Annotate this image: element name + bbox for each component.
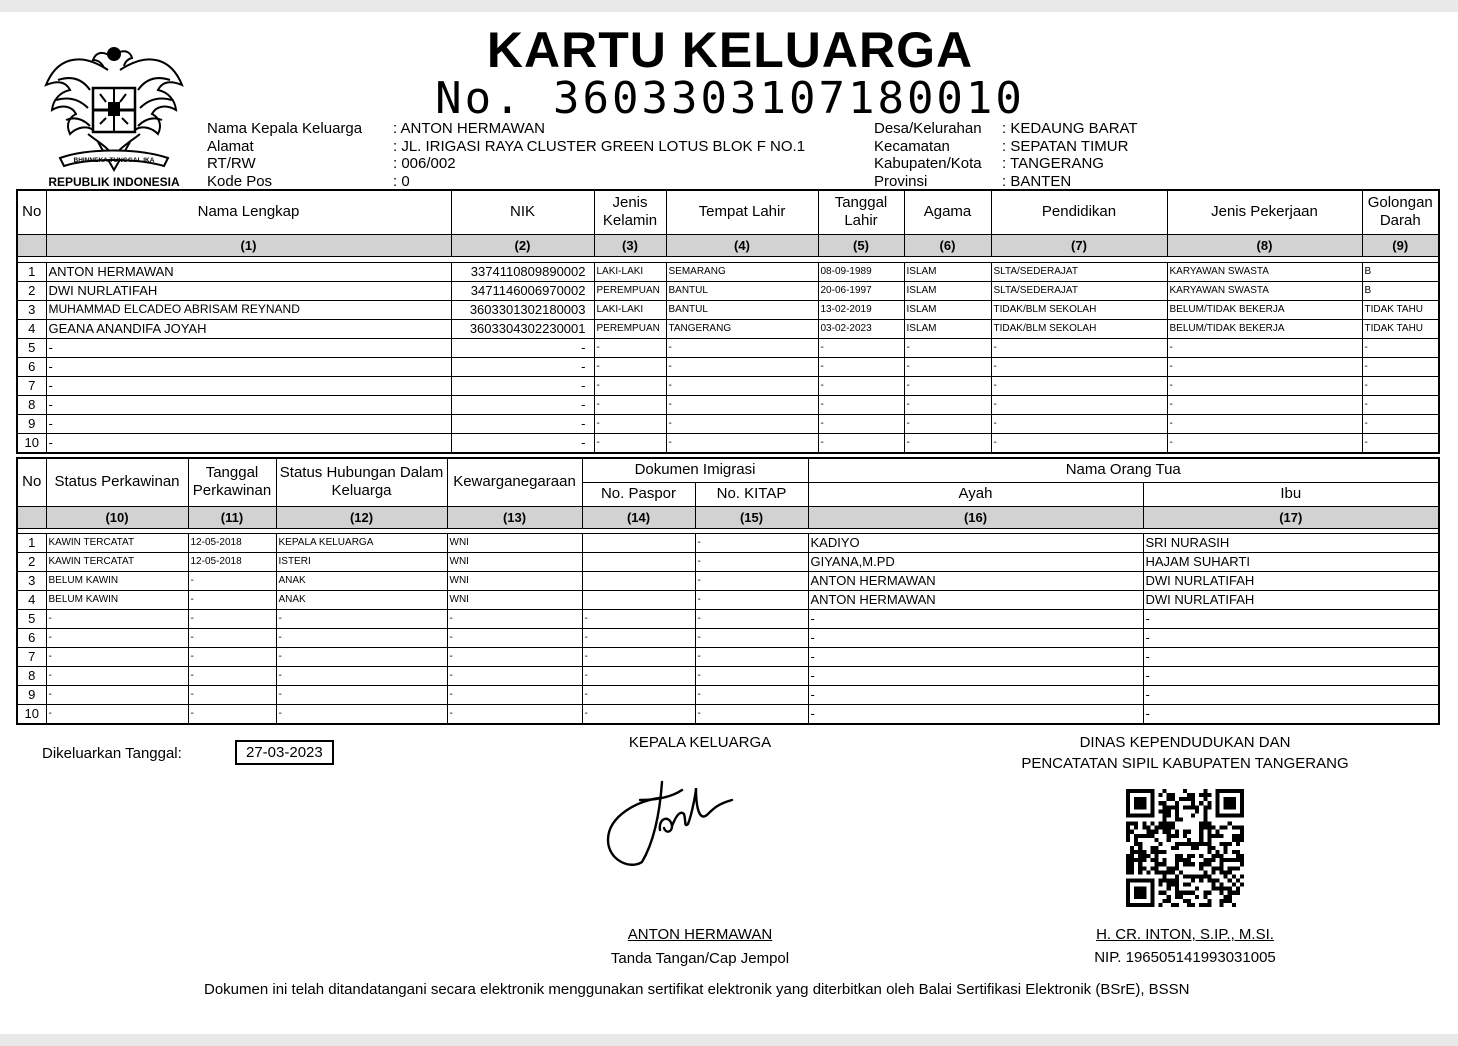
table1-cell: - [666,376,818,395]
col-tempat-lahir: Tempat Lahir [666,190,818,234]
table2-cell: 5 [17,609,46,628]
table1-cell: 3603304302230001 [451,319,594,338]
table1-cell: - [46,357,451,376]
header-left-values [393,120,805,190]
table1-cell: - [818,357,904,376]
electronic-signature-note: Dokumen ini telah ditandatangani secara elektronik menggunakan sertifikat elektronik yang diterbitkan oleh Balai Sertifikasi Elektronik (BSrE), BSSN [204,981,1190,998]
table2-cell: KAWIN TERCATAT [46,533,188,552]
table2-cell: WNI [447,552,582,571]
table2-cell: - [695,685,808,704]
num-cell: (3) [594,234,666,256]
table2-cell: - [582,609,695,628]
table1-cell: PEREMPUAN [594,319,666,338]
table2-cell: - [808,647,1143,666]
table2-cell: - [695,533,808,552]
table1-cell: - [46,376,451,395]
table1-cell: - [904,338,991,357]
label-rtrw: RT/RW [207,155,256,172]
col-nama-orang-tua: Nama Orang Tua [808,458,1439,482]
table1-cell: - [594,395,666,414]
table2-cell: - [808,666,1143,685]
table1-cell: - [1362,376,1439,395]
table2-cell: - [46,704,188,724]
label-nama-kepala: Nama Kepala Keluarga [207,120,363,137]
num-cell: (10) [46,506,188,528]
table1-cell: 03-02-2023 [818,319,904,338]
table1-cell: - [991,414,1167,433]
value-alamat: : JL. IRIGASI RAYA CLUSTER GREEN LOTUS BLOK F NO.1 [393,137,806,155]
table1-row [17,281,1439,300]
table2-cell: - [695,628,808,647]
table2-cell: - [188,685,276,704]
num-cell: (15) [695,506,808,528]
table2-cell: - [695,571,808,590]
table1-cell: 6 [17,357,46,376]
table1-cell: LAKI-LAKI [594,300,666,319]
table2-cell: - [188,666,276,685]
table1-cell: - [46,395,451,414]
value-provinsi: : BANTEN [1002,172,1072,190]
kartu-keluarga-document [0,12,1458,1034]
table1-cell: - [1167,414,1362,433]
table2-cell [582,533,695,552]
table2-cell: - [808,704,1143,724]
table2-cell: - [188,704,276,724]
num-cell: (14) [582,506,695,528]
table1-cell: - [666,414,818,433]
table1-cell: - [1167,376,1362,395]
table2-cell: - [1143,685,1439,704]
table1-cell: BELUM/TIDAK BEKERJA [1167,319,1362,338]
table2-cell [582,571,695,590]
table2-cell: - [46,609,188,628]
table2-cell: - [582,704,695,724]
document-title: KARTU KELUARGA [486,22,974,78]
table1-cell: - [904,433,991,453]
table1-cell: ISLAM [904,281,991,300]
table2-cell: - [1143,609,1439,628]
table1-cell: - [594,338,666,357]
table2-row [17,666,1439,685]
col-dokumen-imigrasi: Dokumen Imigrasi [582,458,808,482]
table1-cell: - [1167,395,1362,414]
table2-cell: DWI NURLATIFAH [1143,590,1439,609]
table1-cell: DWI NURLATIFAH [46,281,451,300]
num-cell: (11) [188,506,276,528]
col-status-hubungan: Status Hubungan Dalam Keluarga [276,458,447,506]
table1-cell: TIDAK TAHU [1362,300,1439,319]
col-ayah: Ayah [808,482,1143,506]
table2-cell: HAJAM SUHARTI [1143,552,1439,571]
table2-cell: 10 [17,704,46,724]
col-kewarganegaraan: Kewarganegaraan [447,458,582,506]
table2-row [17,704,1439,724]
table2-cell: ANAK [276,590,447,609]
table1-cell: 5 [17,338,46,357]
table2-cell: 4 [17,590,46,609]
table1-cell: ANTON HERMAWAN [46,262,451,281]
table1-cell: KARYAWAN SWASTA [1167,262,1362,281]
table2-cell: - [188,571,276,590]
col-tanggal-lahir: Tanggal Lahir [818,190,904,234]
table1-cell: SLTA/SEDERAJAT [991,281,1167,300]
label-kabupaten: Kabupaten/Kota [874,155,982,172]
table2-cell: 12-05-2018 [188,533,276,552]
table2-cell: - [46,647,188,666]
label-desa: Desa/Kelurahan [874,120,982,137]
col-no: No [17,458,46,506]
head-of-family-title: KEPALA KELUARGA [628,734,772,751]
table1-cell: - [451,357,594,376]
table2-cell: - [188,609,276,628]
header-left-labels [207,120,362,190]
table2-cell: - [582,666,695,685]
num-cell: (8) [1167,234,1362,256]
num-cell: (4) [666,234,818,256]
table1-cell: - [451,414,594,433]
table2-number-row [17,506,1439,528]
table1-cell: LAKI-LAKI [594,262,666,281]
table2-cell: - [447,609,582,628]
table2-cell: - [582,647,695,666]
table2-cell: - [276,685,447,704]
table2-cell: - [808,609,1143,628]
table1-cell: 3603301302180003 [451,300,594,319]
table1-cell: - [46,433,451,453]
family-members-table [16,189,1440,454]
table1-cell: MUHAMMAD ELCADEO ABRISAM REYNAND [46,300,451,319]
table1-cell: SEMARANG [666,262,818,281]
republik-indonesia-caption: REPUBLIK INDONESIA [48,175,180,189]
official-nip: NIP. 196505141993031005 [1094,949,1276,966]
issued-label: Dikeluarkan Tanggal: [42,745,182,762]
table1-cell: 9 [17,414,46,433]
table1-header-row [17,190,1439,234]
label-kecamatan: Kecamatan [874,137,950,155]
table1-cell: ISLAM [904,262,991,281]
table1-cell: 20-06-1997 [818,281,904,300]
table1-cell: 4 [17,319,46,338]
table1-cell: 8 [17,395,46,414]
table2-cell: - [46,685,188,704]
table2-header-row-1 [17,458,1439,482]
table1-cell: 3374110809890002 [451,262,594,281]
office-line-2: PENCATATAN SIPIL KABUPATEN TANGERANG [1021,755,1349,772]
num-cell: (17) [1143,506,1439,528]
table2-cell: KADIYO [808,533,1143,552]
table2-row [17,590,1439,609]
num-cell: (5) [818,234,904,256]
table2-cell: ANTON HERMAWAN [808,590,1143,609]
header-right-values [1002,120,1138,190]
table1-cell: - [991,376,1167,395]
table1-cell: TIDAK/BLM SEKOLAH [991,319,1167,338]
table2-cell: ISTERI [276,552,447,571]
col-nik: NIK [451,190,594,234]
table1-cell: BANTUL [666,281,818,300]
table1-cell: - [991,338,1167,357]
table2-cell: - [447,647,582,666]
table2-row [17,628,1439,647]
table2-cell: 9 [17,685,46,704]
table2-cell: - [447,666,582,685]
table2-cell: WNI [447,533,582,552]
table2-cell: 2 [17,552,46,571]
table1-row [17,433,1439,453]
table1-row [17,376,1439,395]
table1-cell: 3 [17,300,46,319]
table1-cell: - [1362,338,1439,357]
table2-cell: - [447,628,582,647]
table1-cell: - [818,395,904,414]
table1-cell: - [594,376,666,395]
table2-cell: - [1143,628,1439,647]
table2-cell: - [695,647,808,666]
head-of-family-name: ANTON HERMAWAN [627,926,773,943]
num-cell: (13) [447,506,582,528]
num-cell: (16) [808,506,1143,528]
table1-cell: - [818,433,904,453]
table2-cell: 3 [17,571,46,590]
table2-cell: GIYANA,M.PD [808,552,1143,571]
table2-cell: - [695,704,808,724]
table1-cell: - [666,395,818,414]
col-nama-lengkap: Nama Lengkap [46,190,451,234]
table1-cell: - [991,395,1167,414]
table2-cell: - [808,628,1143,647]
garuda-pancasila-emblem [38,30,188,180]
emblem-banner-text: BHINNEKA TUNGGAL IKA [73,157,155,164]
table1-row [17,357,1439,376]
table2-cell [582,590,695,609]
table1-cell: 3471146006970002 [451,281,594,300]
table2-cell: - [188,647,276,666]
table1-cell: 10 [17,433,46,453]
table1-cell: - [666,433,818,453]
table2-cell: - [188,628,276,647]
table1-cell: 1 [17,262,46,281]
table2-cell: ANAK [276,571,447,590]
table2-cell: - [276,609,447,628]
table2-cell: - [695,552,808,571]
table2-cell: WNI [447,590,582,609]
table2-cell: BELUM KAWIN [46,590,188,609]
official-name: H. CR. INTON, S.IP., M.SI. [1096,926,1274,943]
table2-cell: - [276,628,447,647]
table1-cell: - [1362,357,1439,376]
table2-cell: 6 [17,628,46,647]
table1-cell: B [1362,281,1439,300]
table1-row [17,262,1439,281]
value-rtrw: : 006/002 [393,155,456,172]
table1-cell: - [904,395,991,414]
table1-row [17,319,1439,338]
table1-number-row [17,234,1439,256]
label-provinsi: Provinsi [874,172,928,190]
table2-cell: ANTON HERMAWAN [808,571,1143,590]
table1-cell: - [904,376,991,395]
table1-row [17,338,1439,357]
table2-cell: 1 [17,533,46,552]
table2-cell: 7 [17,647,46,666]
table2-cell: - [188,590,276,609]
table2-cell: - [1143,704,1439,724]
table1-cell: ISLAM [904,319,991,338]
value-kabupaten: : TANGERANG [1002,155,1104,172]
table2-row [17,609,1439,628]
table2-cell: - [582,685,695,704]
table1-cell: - [451,376,594,395]
table1-cell: GEANA ANANDIFA JOYAH [46,319,451,338]
table2-cell: - [276,647,447,666]
table1-cell: TIDAK/BLM SEKOLAH [991,300,1167,319]
table1-cell: - [1167,338,1362,357]
table1-cell: - [991,433,1167,453]
table1-cell: - [594,357,666,376]
table1-cell: - [451,395,594,414]
label-kode-pos: Kode Pos [207,172,273,190]
table2-cell: - [447,685,582,704]
table1-cell: ISLAM [904,300,991,319]
table1-cell: - [1362,414,1439,433]
table1-cell: - [46,338,451,357]
col-status-perkawinan: Status Perkawinan [46,458,188,506]
table1-cell: BELUM/TIDAK BEKERJA [1167,300,1362,319]
header-right-labels [874,120,982,190]
table2-cell: WNI [447,571,582,590]
table2-cell: - [276,704,447,724]
table2-cell: - [447,704,582,724]
col-no-kitap: No. KITAP [695,482,808,506]
table1-cell: - [904,357,991,376]
qr-code-icon [1126,789,1244,907]
table2-cell: - [46,666,188,685]
table1-cell: 7 [17,376,46,395]
table1-cell: - [991,357,1167,376]
table2-cell [582,552,695,571]
value-kode-pos: : 0 [393,172,410,190]
signature-image [600,770,750,870]
issued-date: 27-03-2023 [235,740,334,765]
table2-row [17,647,1439,666]
table1-cell: 08-09-1989 [818,262,904,281]
col-ibu: Ibu [1143,482,1439,506]
table1-cell: - [818,338,904,357]
table1-cell: - [666,357,818,376]
table2-row [17,533,1439,552]
signature-caption: Tanda Tangan/Cap Jempol [610,950,790,967]
table1-cell: - [1362,395,1439,414]
num-cell: (2) [451,234,594,256]
table1-cell: - [594,414,666,433]
table2-cell: DWI NURLATIFAH [1143,571,1439,590]
num-cell: (9) [1362,234,1439,256]
table2-cell: KAWIN TERCATAT [46,552,188,571]
num-cell [17,506,46,528]
table2-cell: - [276,666,447,685]
table1-cell: B [1362,262,1439,281]
value-nama-kepala: : ANTON HERMAWAN [393,120,545,137]
table2-row [17,552,1439,571]
table1-cell: SLTA/SEDERAJAT [991,262,1167,281]
table2-row [17,571,1439,590]
kk-number: No. 3603303107180010 [435,73,1025,124]
table1-cell: - [666,338,818,357]
table2-cell: - [808,685,1143,704]
table2-cell: - [695,609,808,628]
table1-cell: 13-02-2019 [818,300,904,319]
table1-cell: TIDAK TAHU [1362,319,1439,338]
num-cell: (6) [904,234,991,256]
num-cell: (12) [276,506,447,528]
col-no: No [17,190,46,234]
table1-row [17,300,1439,319]
table2-cell: - [1143,666,1439,685]
office-line-1: DINAS KEPENDUDUKAN DAN [1079,734,1291,751]
value-kecamatan: : SEPATAN TIMUR [1002,137,1129,155]
table1-cell: - [1362,433,1439,453]
num-cell [17,234,46,256]
col-jenis-pekerjaan: Jenis Pekerjaan [1167,190,1362,234]
num-cell: (7) [991,234,1167,256]
table1-cell: - [451,433,594,453]
table1-cell: KARYAWAN SWASTA [1167,281,1362,300]
col-golongan-darah: Golongan Darah [1362,190,1439,234]
table1-cell: 2 [17,281,46,300]
table2-cell: - [582,628,695,647]
col-jenis-kelamin: Jenis Kelamin [594,190,666,234]
table1-cell: - [46,414,451,433]
num-cell: (1) [46,234,451,256]
table1-cell: PEREMPUAN [594,281,666,300]
table2-cell: 8 [17,666,46,685]
table2-cell: - [695,666,808,685]
table1-row [17,414,1439,433]
table2-cell: - [695,590,808,609]
table2-cell: BELUM KAWIN [46,571,188,590]
table1-cell: - [451,338,594,357]
table1-cell: - [594,433,666,453]
table1-cell: TANGERANG [666,319,818,338]
table1-cell: BANTUL [666,300,818,319]
table1-row [17,395,1439,414]
col-tanggal-perkawinan: Tanggal Perkawinan [188,458,276,506]
family-status-table [16,457,1440,725]
table2-cell: SRI NURASIH [1143,533,1439,552]
col-no-paspor: No. Paspor [582,482,695,506]
table1-cell: - [818,414,904,433]
table1-cell: - [1167,357,1362,376]
table2-cell: - [46,628,188,647]
table2-cell: KEPALA KELUARGA [276,533,447,552]
col-pendidikan: Pendidikan [991,190,1167,234]
col-agama: Agama [904,190,991,234]
table1-cell: - [818,376,904,395]
table2-row [17,685,1439,704]
table2-cell: 12-05-2018 [188,552,276,571]
table1-cell: - [904,414,991,433]
table1-cell: - [1167,433,1362,453]
label-alamat: Alamat [207,137,254,155]
table2-cell: - [1143,647,1439,666]
value-desa: : KEDAUNG BARAT [1002,120,1138,137]
